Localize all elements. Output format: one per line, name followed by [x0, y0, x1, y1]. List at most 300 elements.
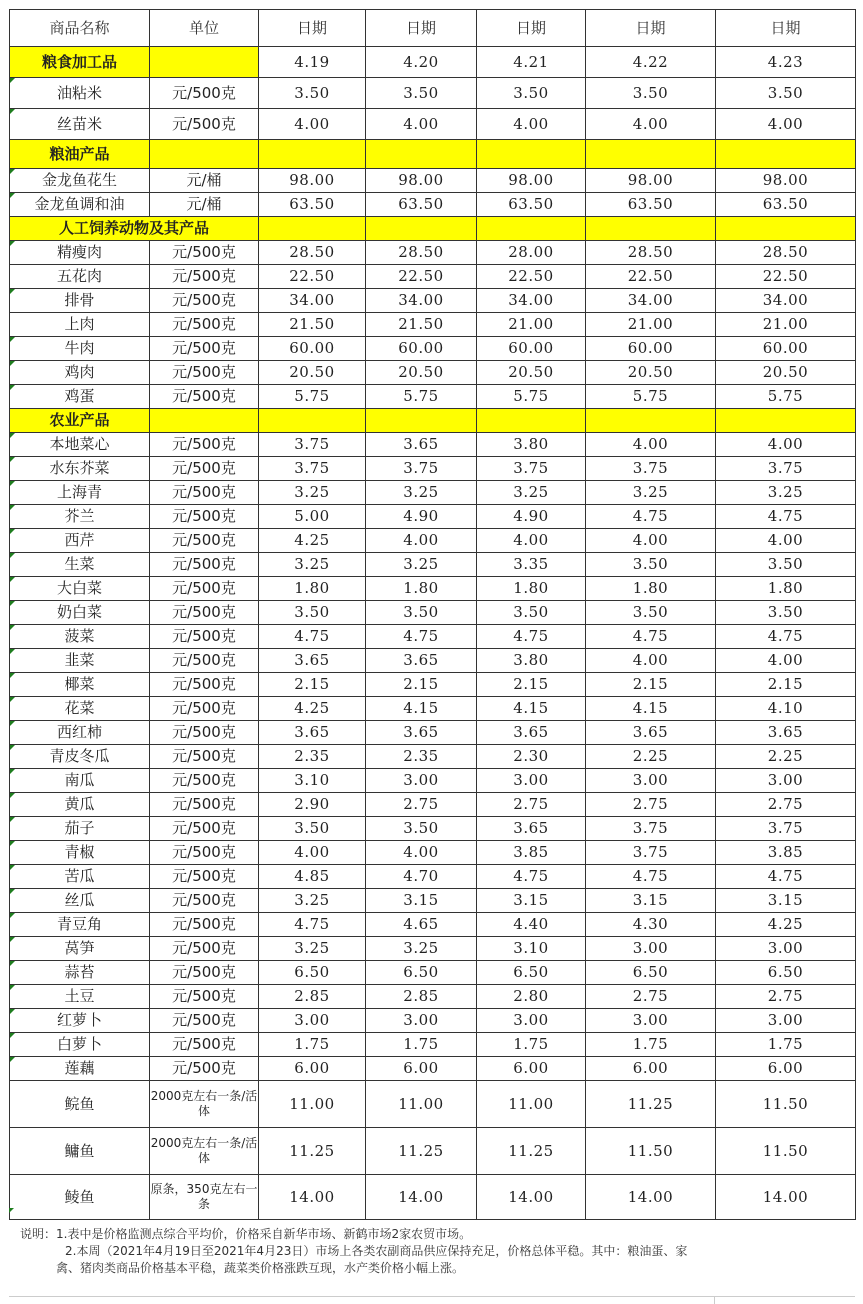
price-cell: 3.75 [716, 457, 856, 481]
item-unit: 元/500克 [150, 937, 259, 961]
price-cell: 20.50 [477, 361, 586, 385]
category-empty [477, 140, 586, 169]
comment-marker-icon [9, 1208, 14, 1213]
price-cell: 22.50 [477, 265, 586, 289]
price-cell: 3.65 [477, 817, 586, 841]
price-cell: 63.50 [477, 193, 586, 217]
note-line-3: 禽、猪肉类商品价格基本平稳，蔬菜类价格涨跌互现，水产类价格小幅上涨。 [56, 1261, 465, 1275]
category-empty [366, 409, 477, 433]
header-date: 日期 [259, 10, 366, 47]
item-unit: 元/500克 [150, 913, 259, 937]
price-cell: 4.25 [716, 913, 856, 937]
price-cell: 4.75 [259, 913, 366, 937]
item-unit: 元/500克 [150, 385, 259, 409]
category-empty [716, 217, 856, 241]
price-cell: 3.50 [477, 601, 586, 625]
comment-marker-icon [10, 985, 15, 990]
price-cell: 3.50 [716, 553, 856, 577]
item-name [10, 745, 150, 769]
item-unit: 元/500克 [150, 649, 259, 673]
price-cell: 4.70 [366, 865, 477, 889]
price-cell: 2.35 [259, 745, 366, 769]
comment-marker-icon [10, 289, 15, 294]
item-unit: 元/500克 [150, 529, 259, 553]
price-cell: 3.75 [366, 457, 477, 481]
item-unit: 元/500克 [150, 769, 259, 793]
price-cell: 6.50 [716, 961, 856, 985]
item-name-text: 椰菜 [64, 675, 95, 693]
price-cell: 3.15 [477, 889, 586, 913]
table-row [10, 649, 856, 673]
price-cell: 4.00 [477, 529, 586, 553]
comment-marker-icon [10, 1009, 15, 1014]
item-name-text: 茄子 [64, 819, 95, 837]
price-cell: 3.75 [259, 457, 366, 481]
price-cell: 28.00 [477, 241, 586, 265]
comment-marker-icon [10, 337, 15, 342]
item-unit: 元/500克 [150, 961, 259, 985]
table-row [10, 1033, 856, 1057]
item-name [10, 1128, 150, 1175]
header-row [10, 10, 856, 47]
comment-marker-icon [10, 601, 15, 606]
category-empty [586, 140, 716, 169]
item-unit: 元/桶 [150, 169, 259, 193]
price-cell: 4.25 [259, 697, 366, 721]
price-cell: 3.75 [716, 817, 856, 841]
item-name-text: 水东芥菜 [49, 459, 110, 477]
price-cell: 14.00 [716, 1175, 856, 1220]
item-name [10, 841, 150, 865]
price-cell: 11.50 [586, 1128, 716, 1175]
price-cell: 63.50 [259, 193, 366, 217]
item-name-text: 鳙鱼 [64, 1141, 95, 1160]
price-cell: 4.75 [586, 865, 716, 889]
category-empty [477, 217, 586, 241]
item-name [10, 457, 150, 481]
item-name [10, 553, 150, 577]
price-cell: 4.10 [716, 697, 856, 721]
table-row [10, 673, 856, 697]
price-cell: 3.65 [366, 649, 477, 673]
price-cell: 28.50 [259, 241, 366, 265]
item-unit: 元/500克 [150, 505, 259, 529]
category-row-agri [10, 409, 856, 433]
price-cell: 11.00 [366, 1081, 477, 1128]
table-row [10, 241, 856, 265]
price-cell: 28.50 [586, 241, 716, 265]
comment-marker-icon [10, 457, 15, 462]
item-name-text: 大白菜 [56, 579, 102, 597]
table-row [10, 1128, 856, 1175]
table-row [10, 913, 856, 937]
item-unit: 元/500克 [150, 673, 259, 697]
price-cell: 3.50 [366, 601, 477, 625]
price-cell: 3.75 [586, 457, 716, 481]
price-cell: 21.50 [259, 313, 366, 337]
price-cell: 21.00 [586, 313, 716, 337]
table-row [10, 817, 856, 841]
price-cell: 3.25 [716, 481, 856, 505]
item-name-text: 油粘米 [56, 83, 102, 102]
price-cell: 3.50 [586, 553, 716, 577]
price-cell: 3.65 [586, 721, 716, 745]
table-row [10, 769, 856, 793]
category-empty [150, 409, 259, 433]
price-cell: 3.50 [586, 601, 716, 625]
price-cell: 2.85 [366, 985, 477, 1009]
price-cell: 11.00 [477, 1081, 586, 1128]
header-unit: 单位 [150, 10, 259, 47]
item-unit: 元/500克 [150, 1033, 259, 1057]
price-cell: 3.00 [586, 937, 716, 961]
table-row [10, 601, 856, 625]
price-cell: 4.00 [716, 649, 856, 673]
price-cell: 3.10 [259, 769, 366, 793]
comment-marker-icon [10, 433, 15, 438]
item-name-text: 芥兰 [64, 507, 95, 525]
table-row [10, 289, 856, 313]
price-cell: 3.25 [259, 481, 366, 505]
item-name [10, 337, 150, 361]
header-date: 日期 [586, 10, 716, 47]
price-cell: 3.15 [586, 889, 716, 913]
table-row [10, 745, 856, 769]
price-cell: 20.50 [716, 361, 856, 385]
item-name-text: 丝瓜 [64, 891, 95, 909]
item-unit: 元/500克 [150, 433, 259, 457]
table-row [10, 553, 856, 577]
price-cell: 4.90 [477, 505, 586, 529]
price-cell: 3.00 [366, 769, 477, 793]
item-name-text: 白萝卜 [56, 1035, 102, 1053]
price-cell: 3.25 [366, 937, 477, 961]
price-cell: 4.00 [259, 841, 366, 865]
table-row [10, 193, 856, 217]
price-cell: 2.75 [477, 793, 586, 817]
price-table [9, 9, 856, 1220]
price-cell: 4.00 [716, 529, 856, 553]
item-name [10, 313, 150, 337]
price-cell: 4.65 [366, 913, 477, 937]
table-row [10, 481, 856, 505]
price-cell: 2.85 [259, 985, 366, 1009]
price-cell: 3.65 [716, 721, 856, 745]
item-name [10, 1009, 150, 1033]
price-cell: 2.15 [259, 673, 366, 697]
price-cell: 11.25 [259, 1128, 366, 1175]
notes-section [20, 1226, 850, 1277]
item-name [10, 1175, 150, 1220]
price-cell: 4.30 [586, 913, 716, 937]
price-cell: 3.00 [716, 937, 856, 961]
table-row [10, 889, 856, 913]
price-cell: 3.25 [366, 481, 477, 505]
price-cell: 3.35 [477, 553, 586, 577]
item-unit: 元/500克 [150, 985, 259, 1009]
price-cell: 1.75 [586, 1033, 716, 1057]
category-empty [259, 409, 366, 433]
price-cell: 5.75 [716, 385, 856, 409]
item-name [10, 385, 150, 409]
price-cell: 2.15 [716, 673, 856, 697]
item-name-text: 牛肉 [64, 339, 95, 357]
price-cell: 1.80 [366, 577, 477, 601]
price-cell: 4.00 [366, 109, 477, 140]
price-cell: 21.00 [477, 313, 586, 337]
item-name-text: 黄瓜 [64, 795, 95, 813]
comment-marker-icon [10, 529, 15, 534]
price-cell: 4.40 [477, 913, 586, 937]
price-cell: 98.00 [259, 169, 366, 193]
item-unit: 2000克左右一条/活体 [150, 1128, 259, 1175]
price-cell: 4.90 [366, 505, 477, 529]
item-unit: 元/500克 [150, 889, 259, 913]
price-cell: 4.75 [716, 625, 856, 649]
comment-marker-icon [10, 78, 15, 83]
item-unit: 元/500克 [150, 697, 259, 721]
price-cell: 11.00 [259, 1081, 366, 1128]
table-row [10, 505, 856, 529]
item-name-text: 菠菜 [64, 627, 95, 645]
table-row [10, 577, 856, 601]
price-cell: 6.00 [259, 1057, 366, 1081]
item-unit: 元/500克 [150, 1009, 259, 1033]
item-name [10, 1057, 150, 1081]
item-unit: 元/500克 [150, 289, 259, 313]
category-empty [366, 140, 477, 169]
item-name-text: 本地菜心 [49, 435, 110, 453]
price-cell: 3.00 [366, 1009, 477, 1033]
table-row [10, 961, 856, 985]
price-cell: 11.25 [366, 1128, 477, 1175]
comment-marker-icon [10, 1033, 15, 1038]
item-name [10, 961, 150, 985]
table-row [10, 337, 856, 361]
price-cell: 2.80 [477, 985, 586, 1009]
price-cell: 3.25 [259, 889, 366, 913]
comment-marker-icon [10, 745, 15, 750]
price-cell: 2.75 [716, 985, 856, 1009]
price-cell: 63.50 [586, 193, 716, 217]
price-cell: 3.00 [477, 1009, 586, 1033]
price-cell: 3.65 [259, 721, 366, 745]
price-cell: 2.15 [477, 673, 586, 697]
table-row [10, 841, 856, 865]
item-unit: 元/500克 [150, 601, 259, 625]
item-unit: 元/500克 [150, 241, 259, 265]
table-row [10, 625, 856, 649]
price-cell: 28.50 [366, 241, 477, 265]
item-name [10, 673, 150, 697]
price-cell: 4.75 [716, 505, 856, 529]
price-cell: 2.75 [586, 985, 716, 1009]
category-empty [716, 140, 856, 169]
price-cell: 3.50 [366, 78, 477, 109]
price-cell: 3.75 [586, 817, 716, 841]
table-row [10, 109, 856, 140]
price-cell: 34.00 [259, 289, 366, 313]
price-cell: 2.25 [586, 745, 716, 769]
price-cell: 3.50 [259, 78, 366, 109]
price-cell: 28.50 [716, 241, 856, 265]
item-name [10, 649, 150, 673]
item-name-text: 花菜 [64, 699, 95, 717]
date-cell: 4.20 [366, 47, 477, 78]
item-name-text: 土豆 [64, 987, 95, 1005]
price-cell: 20.50 [366, 361, 477, 385]
price-cell: 63.50 [366, 193, 477, 217]
item-name [10, 793, 150, 817]
price-cell: 3.50 [716, 601, 856, 625]
comment-marker-icon [10, 481, 15, 486]
item-unit: 元/500克 [150, 817, 259, 841]
price-cell: 3.50 [586, 78, 716, 109]
comment-marker-icon [10, 793, 15, 798]
price-cell: 14.00 [259, 1175, 366, 1220]
category-label: 农业产品 [10, 409, 150, 433]
price-cell: 60.00 [586, 337, 716, 361]
note-line-1: 说明：1.表中是价格监测点综合平均价，价格采自新华市场、新鹤市场2家农贸市场。 [20, 1227, 472, 1241]
price-cell: 60.00 [259, 337, 366, 361]
price-cell: 98.00 [366, 169, 477, 193]
comment-marker-icon [10, 577, 15, 582]
price-cell: 3.10 [477, 937, 586, 961]
category-empty [477, 409, 586, 433]
price-cell: 98.00 [477, 169, 586, 193]
price-cell: 22.50 [366, 265, 477, 289]
item-name [10, 577, 150, 601]
price-cell: 3.50 [716, 78, 856, 109]
item-name-text: 青皮冬瓜 [49, 747, 110, 765]
price-cell: 4.75 [259, 625, 366, 649]
price-cell: 14.00 [477, 1175, 586, 1220]
price-cell: 60.00 [716, 337, 856, 361]
price-cell: 3.00 [586, 769, 716, 793]
table-row [10, 697, 856, 721]
category-row-oil [10, 140, 856, 169]
item-unit: 元/500克 [150, 625, 259, 649]
price-cell: 60.00 [366, 337, 477, 361]
price-cell: 1.75 [366, 1033, 477, 1057]
item-name [10, 289, 150, 313]
table-row [10, 793, 856, 817]
price-cell: 3.80 [477, 649, 586, 673]
item-name [10, 601, 150, 625]
item-name-text: 鲮鱼 [64, 1187, 95, 1206]
category-empty [586, 409, 716, 433]
date-cell: 4.23 [716, 47, 856, 78]
price-cell: 5.75 [477, 385, 586, 409]
price-cell: 4.00 [586, 649, 716, 673]
note-line-2: 2.本周（2021年4月19日至2021年4月23日）市场上各类农副商品供应保持充足，价格总体平稳。其中：粮油蛋、家 [65, 1244, 688, 1258]
comment-marker-icon [10, 649, 15, 654]
price-cell: 4.15 [366, 697, 477, 721]
price-cell: 34.00 [366, 289, 477, 313]
item-name [10, 505, 150, 529]
comment-marker-icon [10, 193, 15, 198]
price-cell: 3.00 [716, 1009, 856, 1033]
item-name [10, 78, 150, 109]
table-row [10, 937, 856, 961]
item-name [10, 1081, 150, 1128]
price-cell: 4.15 [586, 697, 716, 721]
comment-marker-icon [10, 865, 15, 870]
item-name-text: 红萝卜 [56, 1011, 102, 1029]
comment-marker-icon [10, 721, 15, 726]
price-cell: 98.00 [586, 169, 716, 193]
date-cell: 4.21 [477, 47, 586, 78]
item-name [10, 721, 150, 745]
price-cell: 2.90 [259, 793, 366, 817]
price-cell: 20.50 [259, 361, 366, 385]
date-cell: 4.22 [586, 47, 716, 78]
price-cell: 3.00 [586, 1009, 716, 1033]
item-name-text: 生菜 [64, 555, 95, 573]
comment-marker-icon [10, 385, 15, 390]
price-cell: 14.00 [586, 1175, 716, 1220]
item-name [10, 169, 150, 193]
item-name [10, 865, 150, 889]
price-cell: 63.50 [716, 193, 856, 217]
price-cell: 2.25 [716, 745, 856, 769]
price-cell: 2.75 [586, 793, 716, 817]
header-date: 日期 [366, 10, 477, 47]
price-cell: 3.25 [586, 481, 716, 505]
item-name [10, 1033, 150, 1057]
price-cell: 2.35 [366, 745, 477, 769]
item-unit: 元/500克 [150, 481, 259, 505]
table-row [10, 985, 856, 1009]
item-name [10, 361, 150, 385]
category-unit-empty [150, 47, 259, 78]
price-cell: 5.75 [366, 385, 477, 409]
price-cell: 4.75 [477, 625, 586, 649]
price-cell: 20.50 [586, 361, 716, 385]
header-name: 商品名称 [10, 10, 150, 47]
price-cell: 34.00 [477, 289, 586, 313]
item-unit: 元/500克 [150, 577, 259, 601]
item-name-text: 金龙鱼花生 [41, 171, 117, 189]
price-cell: 22.50 [586, 265, 716, 289]
price-cell: 3.50 [259, 601, 366, 625]
price-cell: 11.50 [716, 1128, 856, 1175]
price-cell: 2.30 [477, 745, 586, 769]
item-name [10, 529, 150, 553]
price-cell: 2.75 [716, 793, 856, 817]
table-row [10, 361, 856, 385]
price-cell: 3.65 [477, 721, 586, 745]
category-row-grain [10, 47, 856, 78]
price-cell: 4.00 [586, 433, 716, 457]
price-cell: 34.00 [586, 289, 716, 313]
price-cell: 3.65 [366, 721, 477, 745]
price-cell: 3.25 [259, 937, 366, 961]
table-row [10, 529, 856, 553]
table-row [10, 1009, 856, 1033]
item-name [10, 769, 150, 793]
category-empty [366, 217, 477, 241]
price-cell: 3.85 [477, 841, 586, 865]
category-empty [259, 140, 366, 169]
price-cell: 3.75 [586, 841, 716, 865]
item-name [10, 697, 150, 721]
price-cell: 4.00 [259, 109, 366, 140]
comment-marker-icon [10, 769, 15, 774]
price-cell: 3.50 [259, 817, 366, 841]
table-row [10, 313, 856, 337]
table-row [10, 457, 856, 481]
